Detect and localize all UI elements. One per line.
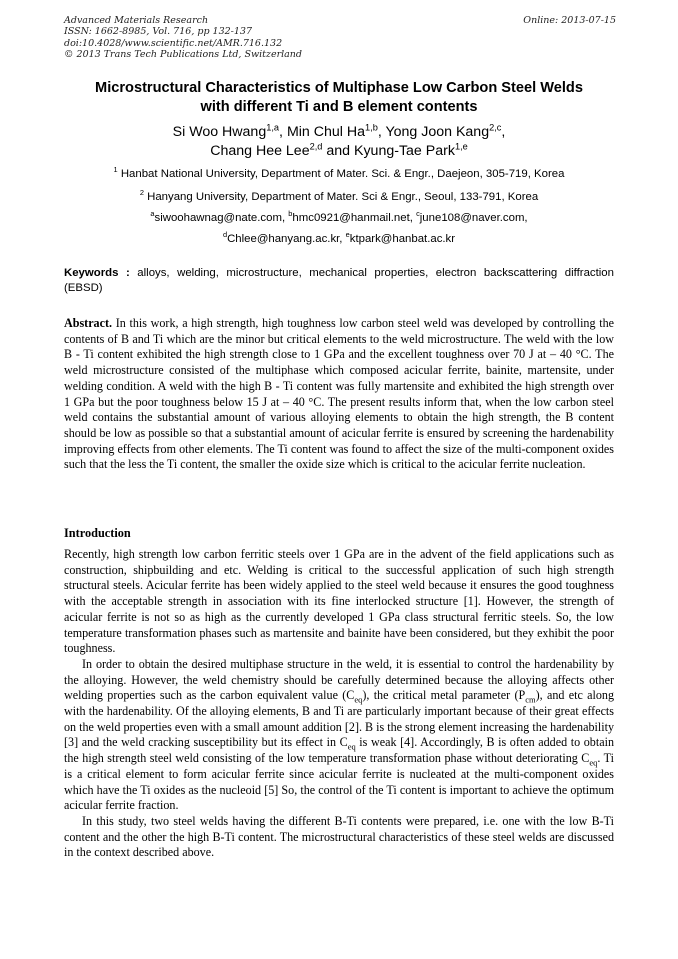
- author-affiliation-mark: 1,b: [365, 122, 378, 133]
- intro-text-segment: ), the critical metal parameter (P: [362, 688, 526, 703]
- author-list: [40, 123, 638, 161]
- keywords-label: Keywords :: [64, 267, 130, 279]
- intro-text-segment: . Ti is a critical element to form acicular ferrite since acicular ferrite is nucleated at the multi-component oxides which have the Ti oxides as the nucleoid [5] So, the control of the Ti content is important to achieve the optimum acicular ferrite fraction.: [64, 751, 614, 813]
- abstract-text: In this work, a high strength, high toughness low carbon steel weld was developed by controlling the contents of B and Ti which are the minor but critical elements to the weld microstructure. The weld with the low B - Ti content exhibited the high strength close to 1 GPa and the excellent toughness over 70 J at – 40 °C. The weld microstructure consisted of the multiphase which composed acicular ferrite, bainite, martensite, under welding condition. A weld with the high B - Ti content was fully martensite and exhibited the high strength over 1 GPa but the poor toughness below 15 J at – 40 °C. The present results inform that, when the low carbon steel weld contains the substantial amount of various alloying elements to obtain the high strength, the B content should be low as possible so that a substantial amount of acicular ferrite is ensured by screening the hardenability improving effects from other elements. The Ti content was found to affect the size of the multi-component oxides such that the less the Ti content, the smaller the oxide size which is critical to the acicular ferrite nucleation.: [64, 316, 614, 472]
- email-line-2: [40, 232, 638, 246]
- abstract-label: Abstract.: [64, 316, 113, 330]
- author-affiliation-mark: 2,c: [489, 122, 502, 133]
- intro-paragraph-3: In this study, two steel welds having the different B-Ti contents were prepared, i.e. one with the low B-Ti content and the other the high B-Ti content. The microstructural characteristics of these steel welds are discussed in the context described above.: [64, 813, 614, 860]
- keywords-block: [64, 266, 614, 296]
- subscript: eq: [589, 757, 598, 768]
- introduction-heading: Introduction: [64, 526, 131, 540]
- author-line-1: Si Woo Hwang$^{1,a}$, Min Chul Ha$^{1,b}$, Yong Joon Kang$^{2,c}$,: [172, 122, 506, 140]
- author-name: Kyung-Tae Park: [354, 143, 455, 159]
- author-affiliation-mark: 1,e: [454, 141, 468, 152]
- copyright-line: © 2013 Trans Tech Publications Ltd, Switzerland: [64, 48, 303, 60]
- email-address[interactable]: Chlee@hanyang.ac.kr,: [227, 233, 343, 245]
- affiliation-mark: 2: [139, 188, 144, 198]
- intro-paragraph-2: [64, 657, 614, 814]
- email-mark: a: [150, 209, 155, 219]
- affiliation-text: Hanbat National University, Department of Mater. Sci. & Engr., Daejeon, 305-719, Korea: [120, 168, 565, 180]
- email-mark: b: [288, 209, 293, 219]
- title-line-1: Microstructural Characteristics of Multiphase Low Carbon Steel Welds: [95, 80, 583, 96]
- email-line-1: [40, 211, 638, 225]
- doi-line: doi:10.4028/www.scientific.net/AMR.716.132: [64, 37, 283, 49]
- paper-title: [40, 79, 638, 117]
- email-address[interactable]: hmc0921@hanmail.net,: [292, 212, 413, 224]
- journal-name: Advanced Materials Research: [64, 15, 209, 26]
- intro-text-segment: ), and etc along with the hardenability. Of the alloying elements, B and Ti are particularly important because of their great effects on the weld properties even with a small amount addition [2]. B is the strong element increasing the hardenability [3] and the weld cracking susceptibility but its effect in C: [64, 688, 614, 750]
- issn-line: ISSN: 1662-8985, Vol. 716, pp 132-137: [64, 26, 253, 38]
- abstract-block: [64, 316, 614, 473]
- keywords-text: alloys, welding, microstructure, mechanical properties, electron backscattering diffraction (EBSD): [64, 267, 614, 294]
- email-address[interactable]: ktpark@hanbat.ac.kr: [349, 233, 456, 245]
- author-affiliation-mark: 1,a: [266, 122, 280, 133]
- intro-text-segment: is weak [4]. Accordingly, B is often added to obtain the high strength steel weld consisting of the low temperature transformation phase without deteriorating C: [64, 735, 614, 766]
- affiliation-mark: 1: [113, 165, 118, 175]
- email-mark: d: [222, 230, 228, 240]
- online-date: Online: 2013-07-15: [523, 15, 616, 26]
- title-line-2: with different Ti and B element contents: [200, 99, 478, 115]
- email-address[interactable]: june108@naver.com,: [419, 212, 528, 224]
- author-name: Si Woo Hwang: [172, 124, 267, 140]
- author-name: Chang Hee Lee: [210, 143, 310, 159]
- subscript: eq: [347, 741, 356, 752]
- affiliation-1: [40, 167, 638, 181]
- subscript: cm: [525, 694, 536, 705]
- email-mark: e: [345, 230, 350, 240]
- affiliation-2: [40, 190, 638, 204]
- email-address[interactable]: siwoohawnag@nate.com,: [154, 212, 286, 224]
- author-name: Yong Joon Kang: [385, 124, 490, 140]
- author-name: Min Chul Ha: [286, 124, 365, 140]
- journal-header: [64, 15, 616, 60]
- affiliation-text: Hanyang University, Department of Mater. Sci & Engr., Seoul, 133-791, Korea: [147, 191, 539, 203]
- author-affiliation-mark: 2,d: [309, 141, 323, 152]
- subscript: eq: [354, 694, 363, 705]
- email-mark: c: [416, 209, 420, 219]
- author-conjunction: and: [326, 143, 351, 159]
- intro-paragraph-1: Recently, high strength low carbon ferritic steels over 1 GPa are in the advent of the field applications such as construction, shipbuilding and etc. Welding is critical to the successful application of such high strength structural steels. Acicular ferrite has been widely applied to the steel weld because it ensures the good toughness with the acceptable strength in association with its fine interlocked structure [1]. However, the strength of acicular ferrite is not so as high as the currently developed 1 GPa class structural ferritic steels. So, the low temperature transformation phases such as martensite and bainite have been considered, but they exhibit the poor toughness.: [64, 547, 614, 656]
- author-line-2: [40, 142, 638, 161]
- introduction-body: [64, 547, 614, 861]
- intro-text-segment: In order to obtain the desired multiphase structure in the weld, it is essential to control the hardenability by the alloying. However, the weld chemistry should be carefully determined because the alloying affects other welding properties such as the carbon equivalent value (C: [64, 656, 614, 703]
